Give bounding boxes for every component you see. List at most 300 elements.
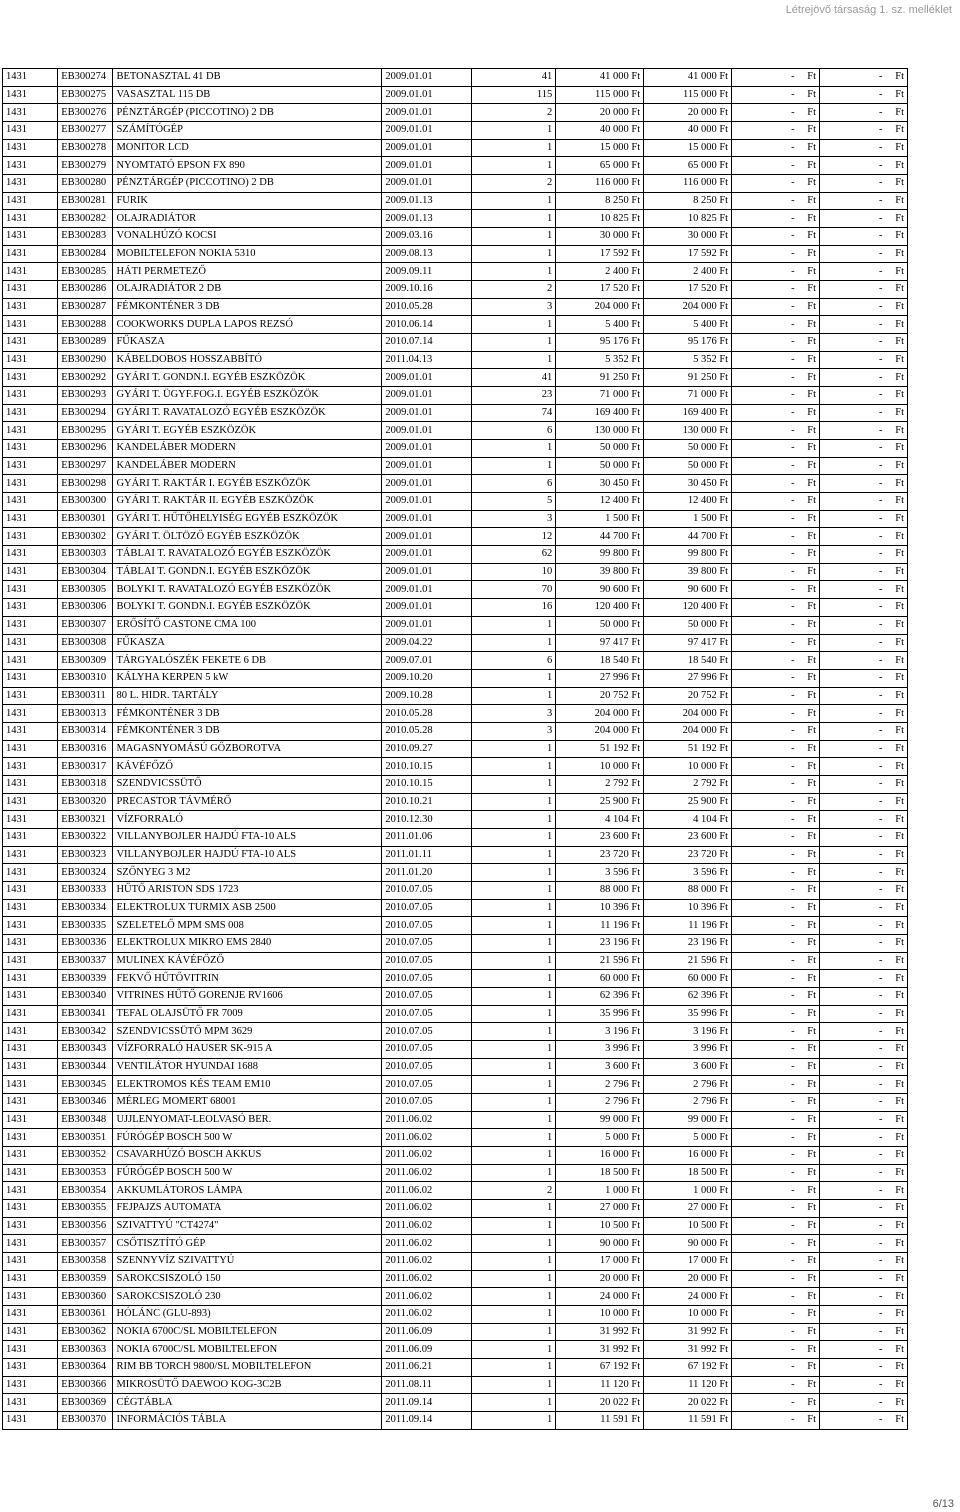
currency-unit: Ft (895, 1326, 904, 1338)
date-cell: 2009.01.13 (382, 210, 472, 228)
currency-unit: Ft (895, 301, 904, 313)
asset-name-cell: AKKUMLÁTOROS LÁMPA (113, 1182, 382, 1200)
currency-unit: Ft (895, 142, 904, 154)
asset-id-cell: EB300308 (58, 634, 113, 652)
currency-unit: Ft (807, 159, 817, 171)
depreciation-cell (732, 1058, 820, 1076)
currency-unit: Ft (895, 1007, 904, 1019)
currency-unit: Ft (895, 954, 904, 966)
dash-mark: - (879, 778, 883, 790)
date-cell: 2010.07.05 (382, 987, 472, 1005)
currency-unit: Ft (807, 990, 817, 1002)
table-row (3, 316, 908, 334)
account-code-cell: 1431 (3, 1288, 58, 1306)
currency-unit: Ft (807, 1078, 817, 1090)
dash-mark: - (791, 1131, 795, 1143)
currency-unit: Ft (895, 1396, 904, 1408)
quantity-cell: 1 (472, 1005, 556, 1023)
currency-unit: Ft (895, 1149, 904, 1161)
table-row (3, 1235, 908, 1253)
table-row (3, 1182, 908, 1200)
account-code-cell: 1431 (3, 122, 58, 140)
gross-value-cell: 2 792 Ft (644, 775, 732, 793)
depreciation-cell (732, 1005, 820, 1023)
dash-mark: - (879, 583, 883, 595)
account-code-cell: 1431 (3, 422, 58, 440)
table-row (3, 1270, 908, 1288)
currency-unit: Ft (807, 283, 817, 295)
unit-value-cell: 10 396 Ft (556, 899, 644, 917)
gross-value-cell: 1 500 Ft (644, 510, 732, 528)
asset-name-cell: SZÁMÍTÓGÉP (113, 122, 382, 140)
account-code-cell: 1431 (3, 387, 58, 405)
dash-mark: - (791, 937, 795, 949)
gross-value-cell: 1 000 Ft (644, 1182, 732, 1200)
dash-mark: - (879, 884, 883, 896)
gross-value-cell: 8 250 Ft (644, 192, 732, 210)
gross-value-cell: 16 000 Ft (644, 1146, 732, 1164)
quantity-cell: 1 (472, 1323, 556, 1341)
gross-value-cell: 50 000 Ft (644, 440, 732, 458)
asset-id-cell: EB300333 (58, 881, 113, 899)
dash-mark: - (791, 336, 795, 348)
currency-unit: Ft (895, 937, 904, 949)
quantity-cell: 6 (472, 475, 556, 493)
table-row (3, 952, 908, 970)
unit-value-cell: 23 196 Ft (556, 934, 644, 952)
dash-mark: - (879, 477, 883, 489)
unit-value-cell: 24 000 Ft (556, 1288, 644, 1306)
dash-mark: - (879, 813, 883, 825)
quantity-cell: 1 (472, 1076, 556, 1094)
dash-mark: - (791, 689, 795, 701)
asset-id-cell: EB300274 (58, 69, 113, 87)
dash-mark: - (879, 424, 883, 436)
currency-unit: Ft (807, 1166, 817, 1178)
currency-unit: Ft (895, 371, 904, 383)
account-code-cell: 1431 (3, 616, 58, 634)
account-code-cell: 1431 (3, 669, 58, 687)
currency-unit: Ft (807, 1149, 817, 1161)
table-row (3, 917, 908, 935)
date-cell: 2009.01.01 (382, 493, 472, 511)
asset-id-cell: EB300305 (58, 581, 113, 599)
quantity-cell: 1 (472, 139, 556, 157)
dash-mark: - (791, 1290, 795, 1302)
quantity-cell: 1 (472, 1129, 556, 1147)
net-value-cell (820, 775, 908, 793)
quantity-cell: 1 (472, 1341, 556, 1359)
gross-value-cell: 21 596 Ft (644, 952, 732, 970)
unit-value-cell: 27 996 Ft (556, 669, 644, 687)
account-code-cell: 1431 (3, 1217, 58, 1235)
asset-name-cell: NYOMTATÓ EPSON FX 890 (113, 157, 382, 175)
account-code-cell: 1431 (3, 1253, 58, 1271)
dash-mark: - (879, 636, 883, 648)
account-code-cell: 1431 (3, 775, 58, 793)
currency-unit: Ft (895, 124, 904, 136)
unit-value-cell: 17 000 Ft (556, 1253, 644, 1271)
dash-mark: - (879, 1414, 883, 1426)
net-value-cell (820, 1076, 908, 1094)
unit-value-cell: 50 000 Ft (556, 616, 644, 634)
quantity-cell: 10 (472, 563, 556, 581)
date-cell: 2009.01.01 (382, 139, 472, 157)
asset-name-cell: VITRINES HŰTŐ GORENJE RV1606 (113, 987, 382, 1005)
asset-name-cell: SZŐNYEG 3 M2 (113, 864, 382, 882)
table-row (3, 1164, 908, 1182)
asset-id-cell: EB300362 (58, 1323, 113, 1341)
gross-value-cell: 60 000 Ft (644, 970, 732, 988)
asset-id-cell: EB300290 (58, 351, 113, 369)
net-value-cell (820, 546, 908, 564)
asset-name-cell: GYÁRI T. GONDN.I. EGYÉB ESZKÖZÖK (113, 369, 382, 387)
net-value-cell (820, 758, 908, 776)
depreciation-cell (732, 793, 820, 811)
date-cell: 2009.01.01 (382, 86, 472, 104)
date-cell: 2011.06.02 (382, 1235, 472, 1253)
asset-name-cell: CÉGTÁBLA (113, 1394, 382, 1412)
currency-unit: Ft (895, 566, 904, 578)
unit-value-cell: 204 000 Ft (556, 298, 644, 316)
asset-name-cell: UJJLENYOMAT-LEOLVASÓ BER. (113, 1111, 382, 1129)
date-cell: 2011.06.02 (382, 1253, 472, 1271)
account-code-cell: 1431 (3, 86, 58, 104)
account-code-cell: 1431 (3, 510, 58, 528)
dash-mark: - (791, 1096, 795, 1108)
unit-value-cell: 51 192 Ft (556, 740, 644, 758)
unit-value-cell: 15 000 Ft (556, 139, 644, 157)
dash-mark: - (791, 1379, 795, 1391)
net-value-cell (820, 1323, 908, 1341)
account-code-cell: 1431 (3, 1058, 58, 1076)
unit-value-cell: 3 596 Ft (556, 864, 644, 882)
dash-mark: - (791, 672, 795, 684)
unit-value-cell: 20 000 Ft (556, 104, 644, 122)
currency-unit: Ft (807, 884, 817, 896)
dash-mark: - (791, 760, 795, 772)
currency-unit: Ft (895, 583, 904, 595)
dash-mark: - (791, 707, 795, 719)
date-cell: 2011.06.02 (382, 1288, 472, 1306)
net-value-cell (820, 1376, 908, 1394)
depreciation-cell (732, 934, 820, 952)
quantity-cell: 1 (472, 687, 556, 705)
asset-id-cell: EB300316 (58, 740, 113, 758)
unit-value-cell: 8 250 Ft (556, 192, 644, 210)
asset-name-cell: GYÁRI T. HŰTŐHELYISÉG EGYÉB ESZKÖZÖK (113, 510, 382, 528)
account-code-cell: 1431 (3, 934, 58, 952)
currency-unit: Ft (895, 1414, 904, 1426)
quantity-cell: 1 (472, 793, 556, 811)
net-value-cell (820, 934, 908, 952)
dash-mark: - (879, 442, 883, 454)
gross-value-cell: 10 825 Ft (644, 210, 732, 228)
depreciation-cell (732, 1376, 820, 1394)
asset-id-cell: EB300346 (58, 1093, 113, 1111)
dash-mark: - (879, 672, 883, 684)
depreciation-cell (732, 210, 820, 228)
dash-mark: - (791, 866, 795, 878)
dash-mark: - (879, 919, 883, 931)
net-value-cell (820, 387, 908, 405)
gross-value-cell: 97 417 Ft (644, 634, 732, 652)
asset-name-cell: TEFAL OLAJSÜTŐ FR 7009 (113, 1005, 382, 1023)
dash-mark: - (879, 71, 883, 83)
asset-id-cell: EB300320 (58, 793, 113, 811)
gross-value-cell: 88 000 Ft (644, 881, 732, 899)
gross-value-cell: 3 196 Ft (644, 1023, 732, 1041)
account-code-cell: 1431 (3, 634, 58, 652)
currency-unit: Ft (895, 1379, 904, 1391)
depreciation-cell (732, 758, 820, 776)
currency-unit: Ft (807, 195, 817, 207)
date-cell: 2009.01.01 (382, 599, 472, 617)
asset-id-cell: EB300286 (58, 281, 113, 299)
dash-mark: - (879, 1096, 883, 1108)
asset-name-cell: PRECASTOR TÁVMÉRŐ (113, 793, 382, 811)
currency-unit: Ft (807, 89, 817, 100)
currency-unit: Ft (807, 495, 817, 507)
quantity-cell: 23 (472, 387, 556, 405)
date-cell: 2011.06.02 (382, 1270, 472, 1288)
gross-value-cell: 11 591 Ft (644, 1412, 732, 1430)
asset-name-cell: KÁLYHA KERPEN 5 kW (113, 669, 382, 687)
asset-name-cell: GYÁRI T. EGYÉB ESZKÖZÖK (113, 422, 382, 440)
table-row (3, 528, 908, 546)
dash-mark: - (791, 813, 795, 825)
currency-unit: Ft (807, 177, 817, 189)
net-value-cell (820, 917, 908, 935)
unit-value-cell: 35 996 Ft (556, 1005, 644, 1023)
date-cell: 2010.05.28 (382, 705, 472, 723)
net-value-cell (820, 281, 908, 299)
currency-unit: Ft (895, 619, 904, 631)
depreciation-cell (732, 281, 820, 299)
table-row (3, 1217, 908, 1235)
gross-value-cell: 3 600 Ft (644, 1058, 732, 1076)
gross-value-cell: 3 596 Ft (644, 864, 732, 882)
gross-value-cell: 11 196 Ft (644, 917, 732, 935)
currency-unit: Ft (895, 212, 904, 224)
dash-mark: - (791, 477, 795, 489)
asset-name-cell: FEJPAJZS AUTOMATA (113, 1200, 382, 1218)
table-row (3, 1253, 908, 1271)
currency-unit: Ft (895, 1113, 904, 1125)
dash-mark: - (879, 212, 883, 224)
gross-value-cell: 4 104 Ft (644, 811, 732, 829)
gross-value-cell: 11 120 Ft (644, 1376, 732, 1394)
gross-value-cell: 17 520 Ft (644, 281, 732, 299)
quantity-cell: 62 (472, 546, 556, 564)
dash-mark: - (791, 1025, 795, 1037)
asset-name-cell: HÁTI PERMETEZŐ (113, 263, 382, 281)
dash-mark: - (879, 548, 883, 560)
dash-mark: - (879, 1078, 883, 1090)
currency-unit: Ft (895, 831, 904, 843)
net-value-cell (820, 669, 908, 687)
unit-value-cell: 10 500 Ft (556, 1217, 644, 1235)
table-row (3, 722, 908, 740)
currency-unit: Ft (807, 1414, 817, 1426)
currency-unit: Ft (807, 1113, 817, 1125)
currency-unit: Ft (807, 265, 817, 277)
unit-value-cell: 115 000 Ft (556, 86, 644, 104)
gross-value-cell: 39 800 Ft (644, 563, 732, 581)
account-code-cell: 1431 (3, 1394, 58, 1412)
quantity-cell: 1 (472, 1412, 556, 1430)
quantity-cell: 3 (472, 705, 556, 723)
depreciation-cell (732, 263, 820, 281)
table-row (3, 69, 908, 87)
dash-mark: - (879, 124, 883, 136)
quantity-cell: 1 (472, 122, 556, 140)
asset-name-cell: CSAVARHÚZÓ BOSCH AKKUS (113, 1146, 382, 1164)
net-value-cell (820, 1253, 908, 1271)
net-value-cell (820, 687, 908, 705)
date-cell: 2011.04.13 (382, 351, 472, 369)
table-row (3, 1288, 908, 1306)
dash-mark: - (791, 159, 795, 171)
net-value-cell (820, 528, 908, 546)
unit-value-cell: 23 600 Ft (556, 828, 644, 846)
net-value-cell (820, 740, 908, 758)
dash-mark: - (879, 972, 883, 984)
net-value-cell (820, 475, 908, 493)
gross-value-cell: 23 196 Ft (644, 934, 732, 952)
dash-mark: - (879, 230, 883, 242)
asset-id-cell: EB300276 (58, 104, 113, 122)
currency-unit: Ft (895, 407, 904, 419)
gross-value-cell: 65 000 Ft (644, 157, 732, 175)
net-value-cell (820, 616, 908, 634)
dash-mark: - (879, 354, 883, 366)
dash-mark: - (791, 212, 795, 224)
currency-unit: Ft (895, 89, 904, 100)
date-cell: 2011.06.02 (382, 1146, 472, 1164)
page-number: 6/13 (932, 1498, 954, 1510)
depreciation-cell (732, 316, 820, 334)
date-cell: 2010.06.14 (382, 316, 472, 334)
currency-unit: Ft (807, 1096, 817, 1108)
depreciation-cell (732, 493, 820, 511)
currency-unit: Ft (895, 760, 904, 772)
account-code-cell: 1431 (3, 563, 58, 581)
date-cell: 2010.10.15 (382, 758, 472, 776)
asset-id-cell: EB300351 (58, 1129, 113, 1147)
account-code-cell: 1431 (3, 104, 58, 122)
account-code-cell: 1431 (3, 245, 58, 263)
account-code-cell: 1431 (3, 528, 58, 546)
gross-value-cell: 91 250 Ft (644, 369, 732, 387)
asset-name-cell: ELEKTROLUX MIKRO EMS 2840 (113, 934, 382, 952)
account-code-cell: 1431 (3, 705, 58, 723)
unit-value-cell: 2 796 Ft (556, 1076, 644, 1094)
dash-mark: - (879, 301, 883, 313)
quantity-cell: 1 (472, 1306, 556, 1324)
asset-id-cell: EB300288 (58, 316, 113, 334)
currency-unit: Ft (807, 1361, 817, 1373)
net-value-cell (820, 228, 908, 246)
depreciation-cell (732, 563, 820, 581)
dash-mark: - (879, 318, 883, 330)
dash-mark: - (791, 1361, 795, 1373)
asset-id-cell: EB300300 (58, 493, 113, 511)
dash-mark: - (791, 371, 795, 383)
currency-unit: Ft (807, 230, 817, 242)
depreciation-cell (732, 175, 820, 193)
currency-unit: Ft (807, 813, 817, 825)
date-cell: 2009.08.13 (382, 245, 472, 263)
date-cell: 2009.01.01 (382, 563, 472, 581)
date-cell: 2010.07.05 (382, 934, 472, 952)
dash-mark: - (791, 389, 795, 401)
asset-id-cell: EB300354 (58, 1182, 113, 1200)
dash-mark: - (879, 1396, 883, 1408)
dash-mark: - (879, 177, 883, 189)
currency-unit: Ft (895, 389, 904, 401)
date-cell: 2009.10.28 (382, 687, 472, 705)
currency-unit: Ft (895, 1273, 904, 1285)
currency-unit: Ft (895, 795, 904, 807)
dash-mark: - (791, 901, 795, 913)
date-cell: 2009.01.01 (382, 510, 472, 528)
quantity-cell: 2 (472, 281, 556, 299)
currency-unit: Ft (895, 1255, 904, 1267)
table-row (3, 775, 908, 793)
dash-mark: - (791, 1220, 795, 1231)
dash-mark: - (791, 1326, 795, 1338)
asset-name-cell: SZENDVICSSÜTŐ MPM 3629 (113, 1023, 382, 1041)
table-row (3, 369, 908, 387)
currency-unit: Ft (807, 106, 817, 118)
net-value-cell (820, 122, 908, 140)
gross-value-cell: 20 752 Ft (644, 687, 732, 705)
currency-unit: Ft (895, 336, 904, 348)
currency-unit: Ft (895, 318, 904, 330)
depreciation-cell (732, 952, 820, 970)
dash-mark: - (879, 1343, 883, 1355)
quantity-cell: 1 (472, 1235, 556, 1253)
date-cell: 2011.06.21 (382, 1359, 472, 1377)
asset-name-cell: SZIVATTYÚ "CT4274" (113, 1217, 382, 1235)
currency-unit: Ft (807, 1131, 817, 1143)
unit-value-cell: 50 000 Ft (556, 457, 644, 475)
dash-mark: - (879, 831, 883, 843)
dash-mark: - (879, 1255, 883, 1267)
unit-value-cell: 50 000 Ft (556, 440, 644, 458)
dash-mark: - (791, 566, 795, 578)
asset-id-cell: EB300358 (58, 1253, 113, 1271)
net-value-cell (820, 298, 908, 316)
account-code-cell: 1431 (3, 475, 58, 493)
gross-value-cell: 3 996 Ft (644, 1040, 732, 1058)
dash-mark: - (791, 248, 795, 260)
asset-id-cell: EB300348 (58, 1111, 113, 1129)
currency-unit: Ft (807, 460, 817, 472)
net-value-cell (820, 1164, 908, 1182)
dash-mark: - (791, 1184, 795, 1196)
table-row (3, 422, 908, 440)
unit-value-cell: 204 000 Ft (556, 705, 644, 723)
quantity-cell: 1 (472, 934, 556, 952)
depreciation-cell (732, 1023, 820, 1041)
net-value-cell (820, 351, 908, 369)
unit-value-cell: 169 400 Ft (556, 404, 644, 422)
unit-value-cell: 60 000 Ft (556, 970, 644, 988)
date-cell: 2009.03.16 (382, 228, 472, 246)
asset-id-cell: EB300287 (58, 298, 113, 316)
